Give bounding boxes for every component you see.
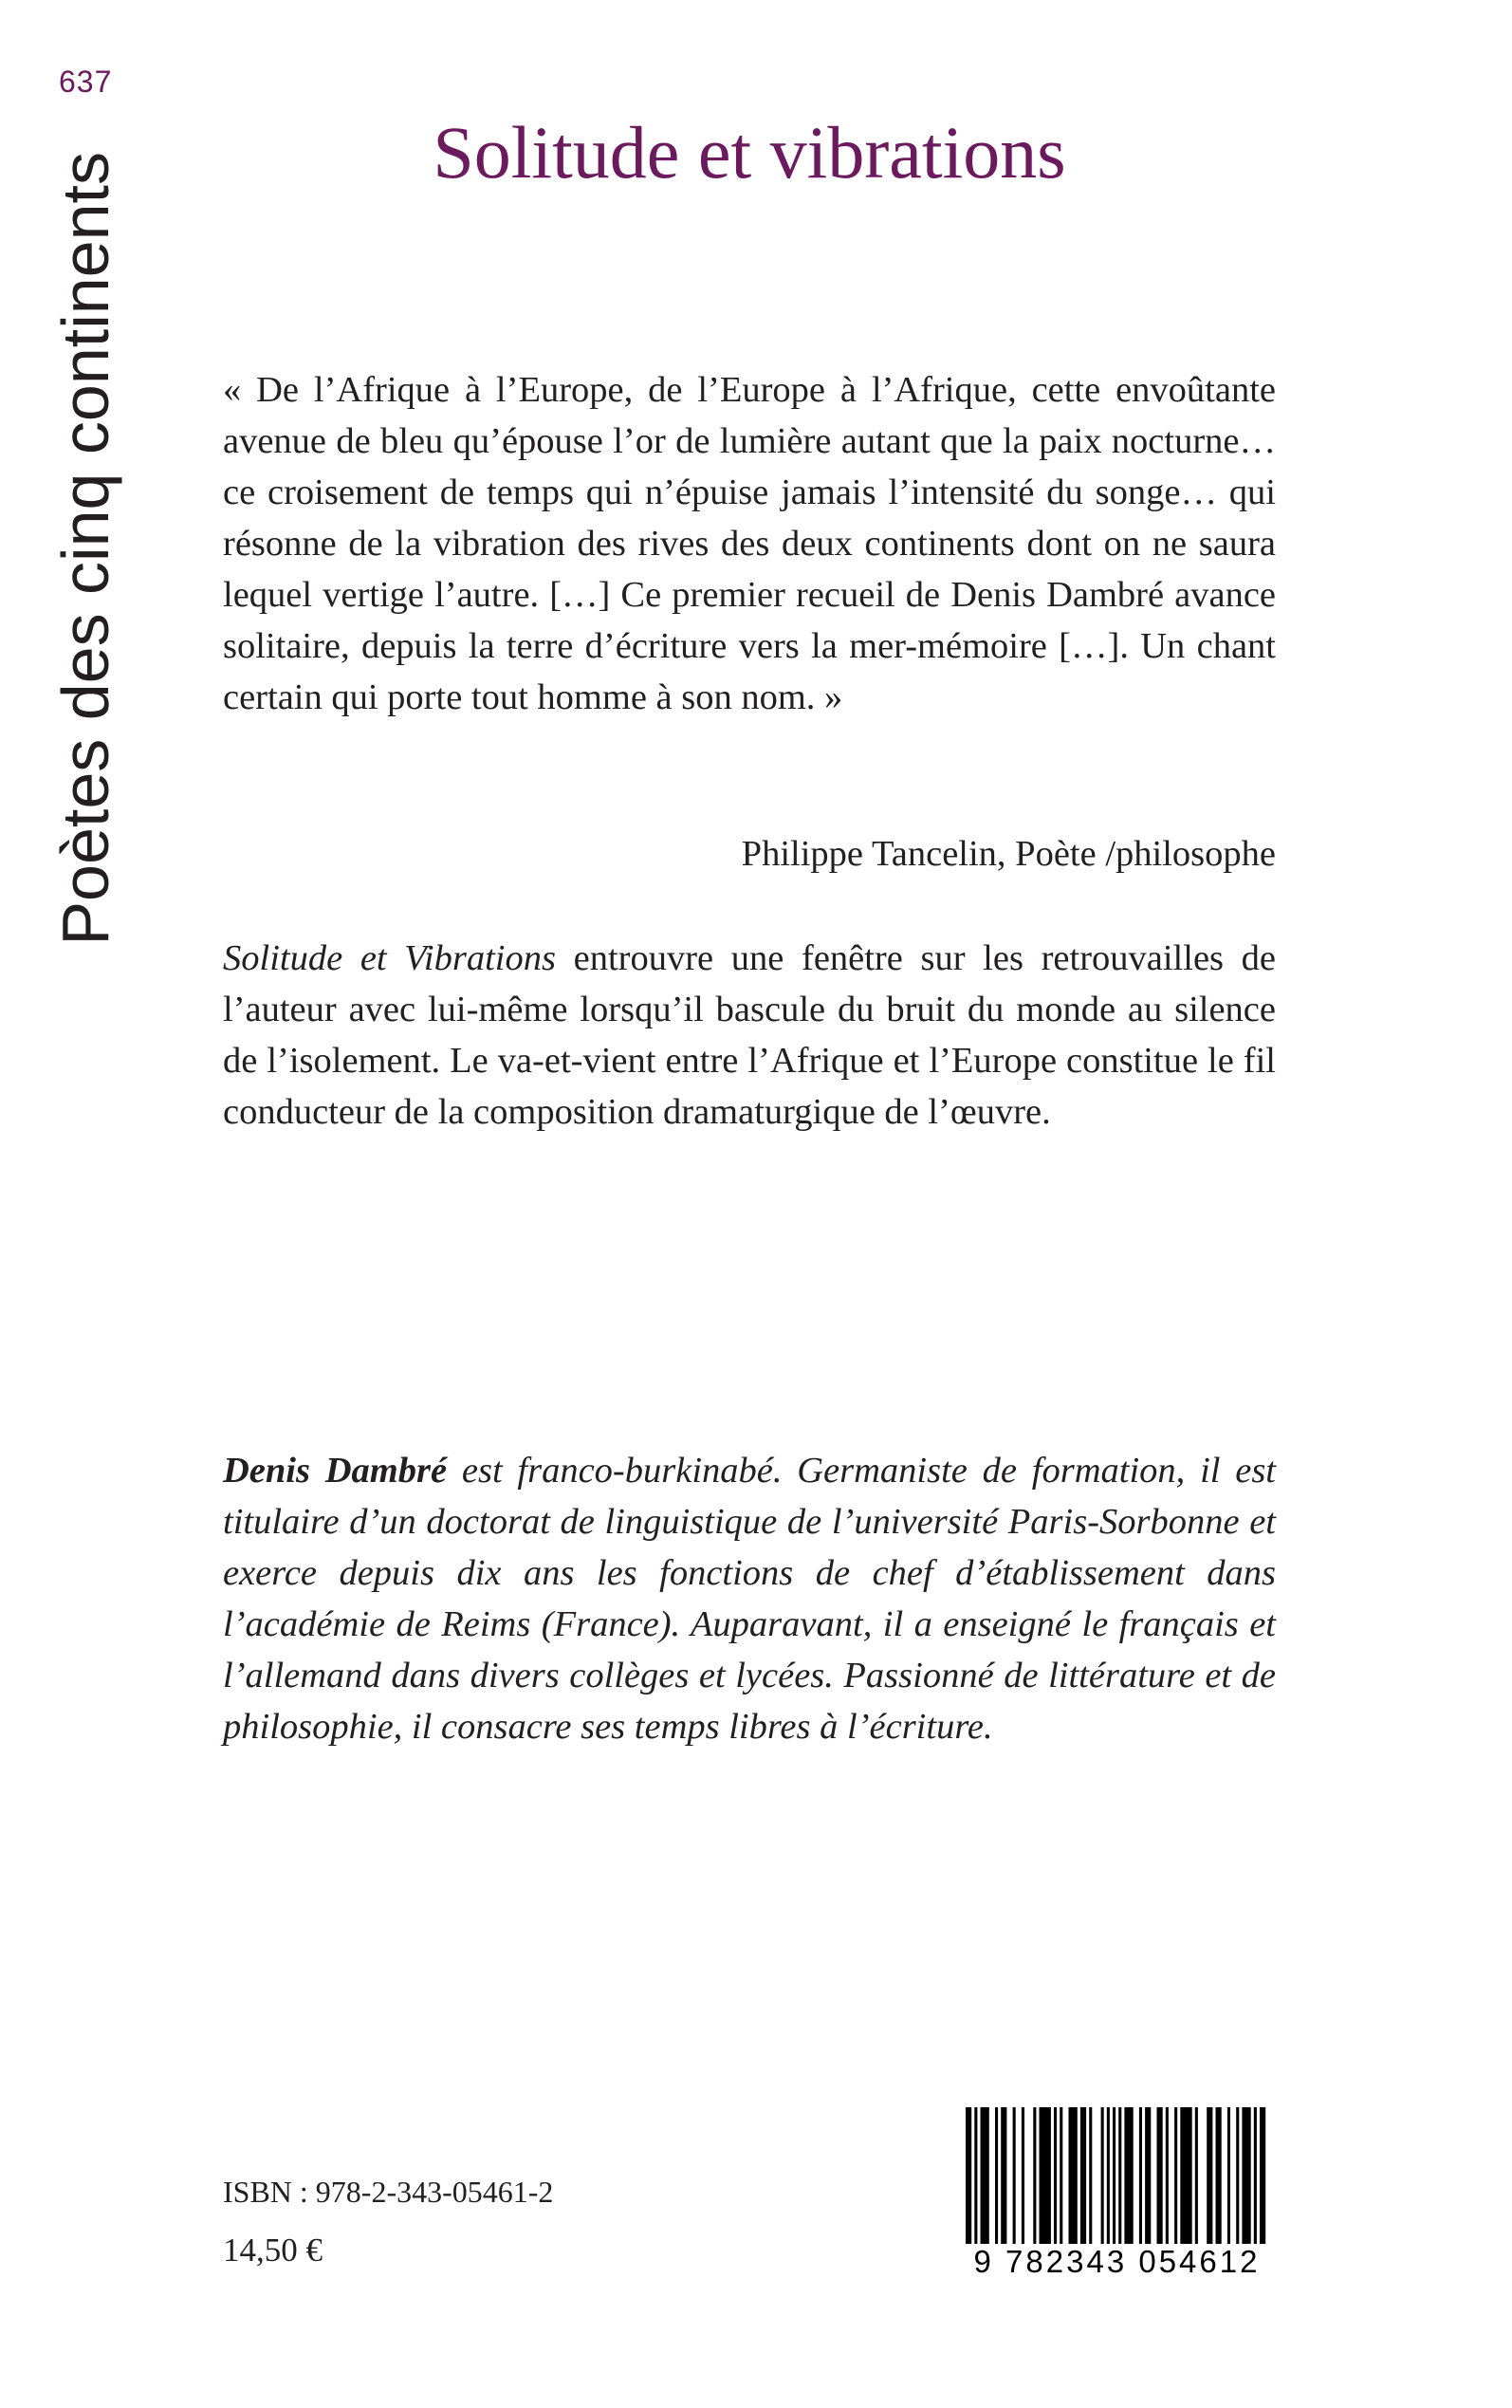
description-text: entrouvre une fenêtre sur les retrouvailles de l’auteur avec lui-même lorsqu’il bascule du bruit du monde au silence de l’isolement. Le va-et-vient entre l’Afrique et l’Europe constitue le fil conducteur de la composition dramaturgique de l’œuvre. — [223, 938, 1276, 1132]
description-book-title: Solitude et Vibrations — [223, 938, 556, 978]
barcode-bars-icon — [958, 2107, 1276, 2250]
barcode — [958, 2107, 1276, 2299]
book-title: Solitude et vibrations — [433, 111, 1066, 194]
author-bio-text: est franco-burkinabé. Germaniste de formation, il est titulaire d’un doctorat de linguistique de l’université Paris-Sorbonne et exerce depuis dix ans les fonctions de chef d’établissement dans l’académie de Reims (France). Auparavant, il a enseigné le français et l’allemand dans divers collèges et lycées. Passionné de littérature et de philosophie, il consacre ses temps libres à l’écriture. — [223, 1451, 1276, 1747]
series-title-text: Poètes des cinq continents — [48, 152, 122, 946]
barcode-digits: 9 782343 054612 — [958, 2244, 1276, 2280]
author-bio — [223, 1445, 1276, 1752]
quote-attribution: Philippe Tancelin, Poète /philosophe — [741, 834, 1276, 874]
quote-paragraph: « De l’Afrique à l’Europe, de l’Europe à l’Afrique, cette envoûtante avenue de bleu qu’épouse l’or de lumière autant que la paix nocturne… ce croisement de temps qui n’épuise jamais l’intensité du songe… qui résonne de la vibration des rives des deux continents dont on ne saura lequel vertige l’autre. […] Ce premier recueil de Denis Dambré avance solitaire, depuis la terre d’écriture vers la mer-mémoire […]. Un chant certain qui porte tout homme à son nom. » — [223, 370, 1276, 717]
author-name: Denis Dambré — [223, 1451, 448, 1491]
price-label: 14,50 € — [223, 2232, 323, 2269]
series-number: 637 — [59, 65, 113, 99]
series-title-vertical — [38, 152, 133, 946]
description-paragraph — [223, 933, 1276, 1138]
isbn-label: ISBN : 978-2-343-05461-2 — [223, 2175, 554, 2209]
